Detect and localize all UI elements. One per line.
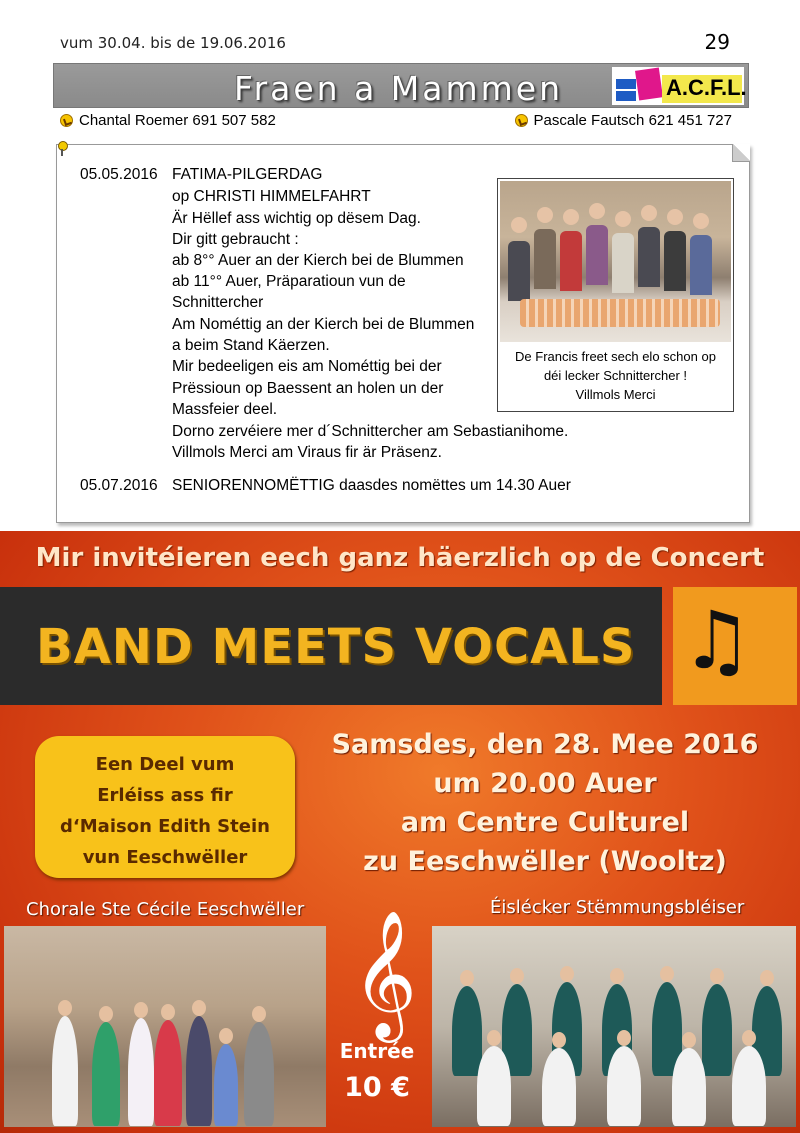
photo-frame (497, 178, 734, 412)
contact-right-text: Pascale Fautsch 621 451 727 (533, 112, 732, 129)
entry-label: Entrée (339, 1039, 415, 1063)
event-title: SENIORENNOMËTTIG (172, 477, 335, 494)
caption-line: déi lecker Schnittercher ! (543, 368, 688, 383)
concert-flyer (0, 531, 800, 1133)
music-notes-box (673, 587, 797, 705)
event-title: FATIMA-PILGERDAG (172, 166, 323, 183)
banner-title: Fraen a Mammen (234, 69, 563, 108)
entry-price: 10 € (344, 1072, 410, 1103)
photo-caption (500, 347, 731, 404)
band-label: Éislécker Stëmmungsbléiser (490, 897, 745, 918)
title-bar (0, 587, 662, 705)
choir-photo (4, 926, 326, 1127)
event-line (172, 477, 571, 495)
contact-left-text: Chantal Roemer 691 507 582 (79, 112, 276, 129)
music-notes-icon: ♫ (681, 594, 753, 687)
phone-icon (60, 114, 73, 127)
event-line: ab 11°° Auer, Präparatioun vun de (172, 273, 406, 290)
phone-icon (515, 114, 528, 127)
concert-title: BAND MEETS VOCALS (36, 619, 636, 675)
choir-label: Chorale Ste Cécile Eeschwëller (26, 899, 305, 920)
event-line: Am Nométtig an der Kierch bei de Blummen (172, 316, 475, 333)
event-line: Massfeier deel. (172, 401, 278, 418)
donation-line: vun Eeschwëller (82, 847, 248, 868)
caption-line: De Francis freet sech elo schon op (515, 349, 716, 364)
brass-band-photo (432, 926, 796, 1127)
logo-text: A.C.F.L. (666, 75, 747, 100)
snack-trays (520, 299, 720, 327)
header-date-range: vum 30.04. bis de 19.06.2016 (60, 34, 286, 52)
event-date: 05.05.2016 (80, 166, 158, 183)
concert-venue: am Centre Culturel (400, 807, 690, 838)
event-line: ab 8°° Auer an der Kierch bei de Blummen (172, 252, 464, 269)
donation-line: d‘Maison Edith Stein (60, 816, 270, 837)
event-line: Prëssioun op Baessent an holen un der (172, 380, 444, 397)
event-date: 05.07.2016 (80, 477, 158, 494)
contact-left (60, 112, 276, 129)
donation-box (35, 736, 295, 878)
concert-invitation: Mir invitéieren eech ganz häerzlich op de Concert (35, 543, 765, 573)
event-line: Är Hëllef ass wichtig op dësem Dag. (172, 210, 421, 227)
event-detail: daasdes nomëttes um 14.30 Auer (334, 477, 571, 494)
event-line: Mir bedeeligen eis am Nométtig bei der (172, 358, 442, 375)
page-fold-corner (732, 144, 750, 162)
acfl-logo (612, 67, 747, 105)
event-line: Villmols Merci am Viraus fir är Präsenz. (172, 444, 442, 461)
volunteers-photo (500, 181, 731, 342)
donation-line: Erléiss ass fir (97, 785, 233, 806)
section-banner (53, 63, 749, 108)
logo-blue-square-icon (616, 79, 636, 101)
logo-pink-square-icon (635, 67, 663, 100)
donation-line: Een Deel vum (95, 754, 235, 775)
concert-date: Samsdes, den 28. Mee 2016 (331, 729, 759, 760)
concert-location: zu Eeschwëller (Wooltz) (363, 846, 727, 877)
treble-clef-icon: 𝄞 (352, 909, 418, 1037)
page-number: 29 (704, 30, 730, 54)
event-line: Dorno zervéiere mer d´Schnittercher am Sebastianihome. (172, 423, 569, 440)
pushpin-icon (57, 141, 67, 155)
event-line: a beim Stand Käerzen. (172, 337, 330, 354)
concert-time: um 20.00 Auer (433, 768, 657, 799)
event-subtitle: op CHRISTI HIMMELFAHRT (172, 188, 371, 205)
caption-line: Villmols Merci (575, 387, 656, 402)
contact-right (515, 112, 732, 129)
event-line: Dir gitt gebraucht : (172, 231, 299, 248)
event-line: Schnittercher (172, 294, 264, 311)
